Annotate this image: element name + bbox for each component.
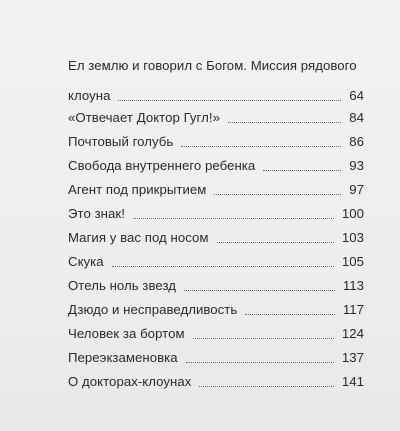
toc-entry: [68, 134, 364, 150]
leader-dots: [228, 121, 341, 123]
toc-entry: [68, 326, 364, 342]
leader-dots: [193, 337, 334, 339]
toc-entry-page: 84: [349, 110, 364, 125]
leader-dots: [186, 361, 334, 363]
toc-entry-page: 117: [342, 302, 364, 317]
toc-entry-page: 137: [341, 350, 364, 365]
leader-dots: [217, 241, 334, 243]
leader-dots: [199, 385, 333, 387]
toc-entry-title: Скука: [68, 254, 104, 269]
toc-entry: [68, 254, 364, 270]
toc-entry: [68, 206, 364, 222]
toc-entry-title: Дзюдо и несправедливость: [68, 302, 238, 317]
toc-entry-title: Почтовый голубь: [68, 134, 174, 149]
toc-entry: [68, 302, 364, 318]
leader-dots: [112, 265, 334, 267]
toc-entry: [68, 350, 364, 366]
toc-entry-page: 113: [342, 278, 364, 293]
leader-dots: [245, 313, 334, 315]
toc-entry: [68, 182, 364, 198]
toc-entry-page: 97: [349, 182, 364, 197]
toc-entry: [68, 278, 364, 294]
toc-entry-title: Свобода внутреннего ребенка: [68, 158, 256, 173]
toc-entry-title: Это знак!: [68, 206, 125, 221]
toc-entry-page: 100: [341, 206, 364, 221]
toc-entry-page: 124: [341, 326, 364, 341]
toc-entry-title: О докторах-клоунах: [68, 374, 192, 389]
toc-entry: [68, 158, 364, 174]
toc-entry-title: Агент под прикрытием: [68, 182, 207, 197]
toc-entry-continued: [68, 88, 364, 104]
toc-entry: [68, 230, 364, 246]
leader-dots: [181, 145, 341, 147]
toc-entry-title: Отель ноль звезд: [68, 278, 177, 293]
toc-entry-page: 86: [349, 134, 364, 149]
toc-entry-title: Человек за бортом: [68, 326, 185, 341]
toc-entry-title: Магия у вас под носом: [68, 230, 209, 245]
toc-entry: [68, 58, 364, 104]
leader-dots: [133, 217, 334, 219]
leader-dots: [263, 169, 341, 171]
toc-entry-title: «Отвечает Доктор Гугл!»: [68, 110, 220, 125]
leader-dots: [214, 193, 341, 195]
toc-entry-page: 105: [341, 254, 364, 269]
toc-entry-page: 64: [349, 88, 364, 103]
toc-entry-title: Переэкзаменовка: [68, 350, 178, 365]
toc-entry-page: 103: [341, 230, 364, 245]
toc-entry: [68, 374, 364, 390]
toc-entry-title-line: Ел землю и говорил с Богом. Миссия рядового: [68, 58, 357, 73]
leader-dots: [184, 289, 335, 291]
leader-dots: [118, 99, 341, 101]
toc-entry-page: 93: [349, 158, 364, 173]
toc-entry-page: 141: [341, 374, 364, 389]
toc-entry: [68, 110, 364, 126]
toc-entry-title: клоуна: [68, 88, 111, 103]
